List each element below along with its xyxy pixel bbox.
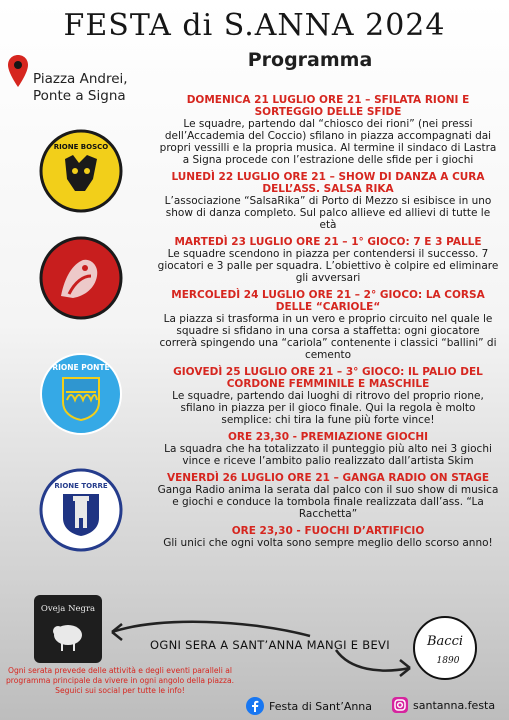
event-item-1 — [156, 171, 500, 231]
event-heading: MARTEDÌ 23 LUGLIO ORE 21 – 1° GIOCO: 7 E 3 PALLE — [174, 236, 482, 248]
event-body: Le squadre, partendo dai luoghi di ritrovo del proprio rione, sfilano in piazza per il gioco finale. Qui la regola è molto semplice: chi tira la fune più forte vince! — [172, 390, 484, 426]
event-heading: ORE 23,30 - FUOCHI D’ARTIFICIO — [231, 525, 425, 537]
event-heading: LUNEDÌ 22 LUGLIO ORE 21 – SHOW DI DANZA A CURA DELL’ASS. SALSA RIKA — [171, 171, 485, 195]
event-body: La piazza si trasforma in un vero e proprio circuito nel quale le squadre si sfidano in una corsa a staffetta: ogni giocatore correrà spingendo una “cariola” contenente i classici “ballini” di cemento — [159, 313, 497, 361]
event-heading: MERCOLEDÌ 24 LUGLIO ORE 21 – 2° GIOCO: LA CORSA DELLE “CARIOLE“ — [171, 289, 485, 313]
bacci-year: 1890 — [436, 656, 460, 666]
facebook-link[interactable] — [246, 697, 372, 715]
rione-torre-label: RIONE TORRE — [54, 482, 108, 490]
poster-subtitle: Programma — [247, 49, 373, 71]
event-heading: GIOVEDÌ 25 LUGLIO ORE 21 – 3° GIOCO: IL PALIO DEL CORDONE FEMMINILE E MASCHILE — [173, 366, 483, 390]
rione-ponte-label: RIONE PONTE — [52, 363, 110, 372]
instagram-label: santanna.festa — [413, 698, 496, 712]
event-body: La squadra che ha totalizzato il punteggio più alto nei 3 giochi vince e riceve l’ambito palio realizzato dall’artista Skim — [164, 443, 492, 467]
map-pin-icon — [7, 54, 29, 88]
event-item-0 — [156, 94, 500, 166]
event-body: Le squadre scendono in piazza per contendersi il successo. 7 giocatori e 3 palle per squadra. L’obiettivo è colpire ed eliminare gli avversari — [157, 248, 499, 284]
facebook-label: Festa di Sant’Anna — [269, 699, 373, 713]
rione-lutia-logo — [39, 236, 123, 320]
location-line2: Ponte a Signa — [33, 88, 126, 104]
side-events-note: Ogni serata prevede delle attività e degli eventi paralleli al programma principale da vivere in ogni angolo della piazza. Seguici sui social per tutte le info! — [5, 666, 235, 695]
bacci-logo — [412, 615, 478, 681]
instagram-icon — [392, 697, 408, 713]
instagram-link[interactable] — [392, 697, 495, 713]
poster-title: FESTA di S.ANNA 2024 — [63, 8, 446, 43]
event-item-4 — [156, 366, 500, 426]
oveja-negra-label: Oveja Negra — [40, 604, 96, 614]
location-address — [33, 71, 128, 105]
event-item-2 — [156, 236, 500, 284]
event-body: Gli unici che ogni volta sono sempre meglio dello scorso anno! — [163, 537, 493, 549]
location-line1: Piazza Andrei, — [33, 71, 128, 87]
event-body: Le squadre, partendo dal “chiosco dei rioni” (nei pressi dell’Accademia del Coccio) sfilano in piazza accompagnati dai propri vessilli e la propria musica. Al termine il sindaco di Lastra a Signa procede con l’estrazione delle sfide per i giochi — [159, 118, 497, 166]
event-list — [156, 94, 500, 554]
event-item-7 — [156, 525, 500, 549]
rione-bosco-logo — [39, 129, 123, 213]
event-body: Ganga Radio anima la serata dal palco con il suo show di musica e giochi e conduce la tombola finale realizzata dall’ass. “La Racchetta” — [157, 484, 499, 520]
oveja-negra-logo — [34, 595, 102, 663]
event-heading: ORE 23,30 - PREMIAZIONE GIOCHI — [227, 431, 429, 443]
event-item-6 — [156, 472, 500, 520]
event-heading: DOMENICA 21 LUGLIO ORE 21 – SFILATA RIONI E SORTEGGIO DELLE SFIDE — [186, 94, 470, 118]
bacci-label: Bacci — [426, 634, 464, 649]
event-item-3 — [156, 289, 500, 361]
rione-bosco-label: RIONE BOSCO — [53, 143, 109, 151]
rione-torre-logo — [39, 468, 123, 552]
event-body: L’associazione “SalsaRika” di Porto di Mezzo si esibisce in uno show di danza completo. Sul palco allieve ed allievi di tutte le età — [164, 195, 492, 231]
facebook-icon — [246, 697, 264, 715]
event-heading: VENERDÌ 26 LUGLIO ORE 21 – GANGA RADIO ON STAGE — [166, 472, 490, 484]
food-drink-banner: OGNI SERA A SANT’ANNA MANGI E BEVI — [150, 638, 390, 652]
event-item-5 — [156, 431, 500, 467]
rione-ponte-logo — [39, 352, 123, 436]
